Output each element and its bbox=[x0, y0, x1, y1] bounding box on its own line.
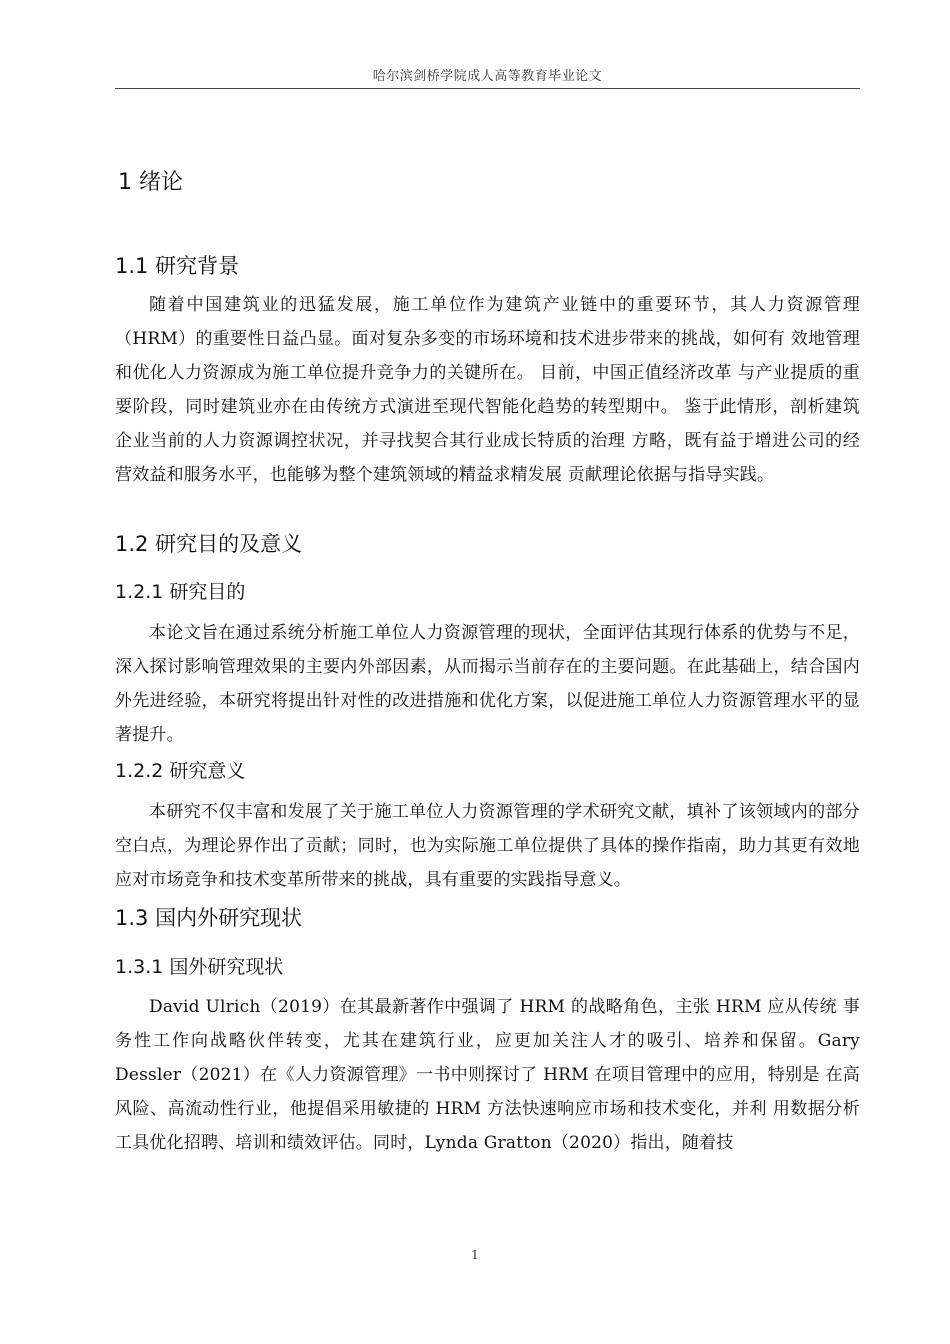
section-paragraph-1-3-1: David Ulrich（2019）在其最新著作中强调了 HRM 的战略角色，主张 HRM 应从传统 事务性工作向战略伙伴转变，尤其在建筑行业，应更加关注人才的吸引、培养和保留。Gary Dessler（2021）在《人力资源管理》一书中则探讨了 HRM 在项目管理中的应用，特别是 在高风险、高流动性行业，他提倡采用敏捷的 HRM 方法快速响应市场和技术变化，并利 用数据分析工具优化招聘、培训和绩效评估。同时，Lynda Gratton（2020）指出，随着技 bbox=[115, 997, 860, 1153]
section-heading-1-2-1: 1.2.1 研究目的 bbox=[115, 581, 246, 603]
section-heading-1-3-1: 1.3.1 国外研究现状 bbox=[115, 956, 284, 978]
section-heading-1-3: 1.3 国内外研究现状 bbox=[115, 906, 303, 930]
header-rule bbox=[115, 88, 860, 89]
section-paragraph-1-2-2: 本研究不仅丰富和发展了关于施工单位人力资源管理的学术研究文献，填补了该领域内的部分空白点，为理论界作出了贡献；同时，也为实际施工单位提供了具体的操作指南，助力其更有效地应对市场竞争和技术变革所带来的挑战，具有重要的实践指导意义。 bbox=[115, 802, 860, 890]
page-number: 1 bbox=[471, 1248, 479, 1262]
running-header: 哈尔滨剑桥学院成人高等教育毕业论文 bbox=[372, 69, 603, 84]
section-heading-1-2-2: 1.2.2 研究意义 bbox=[115, 760, 246, 782]
section-paragraph-1-1: 随着中国建筑业的迅猛发展，施工单位作为建筑产业链中的重要环节，其人力资源管理（HRM）的重要性日益凸显。面对复杂多变的市场环境和技术进步带来的挑战，如何有 效地管理和优化人力资源成为施工单位提升竞争力的关键所在。 目前，中国正值经济改革 与产业提质的重要阶段，同时建筑业亦在由传统方式演进至现代智能化趋势的转型期中。 鉴于此情形，剖析建筑企业当前的人力资源调控状况，并寻找契合其行业成长特质的治理 方略，既有益于增进公司的经营效益和服务水平，也能够为整个建筑领域的精益求精发展 贡献理论依据与指导实践。 bbox=[115, 295, 860, 485]
section-heading-1-2: 1.2 研究目的及意义 bbox=[115, 532, 303, 556]
section-heading-1-1: 1.1 研究背景 bbox=[115, 254, 240, 278]
section-paragraph-1-2-1: 本论文旨在通过系统分析施工单位人力资源管理的现状，全面评估其现行体系的优势与不足，深入探讨影响管理效果的主要内外部因素，从而揭示当前存在的主要问题。在此基础上，结合国内外先进经验，本研究将提出针对性的改进措施和优化方案，以促进施工单位人力资源管理水平的显著提升。 bbox=[115, 623, 860, 745]
chapter-title: 1 绪论 bbox=[118, 170, 183, 195]
